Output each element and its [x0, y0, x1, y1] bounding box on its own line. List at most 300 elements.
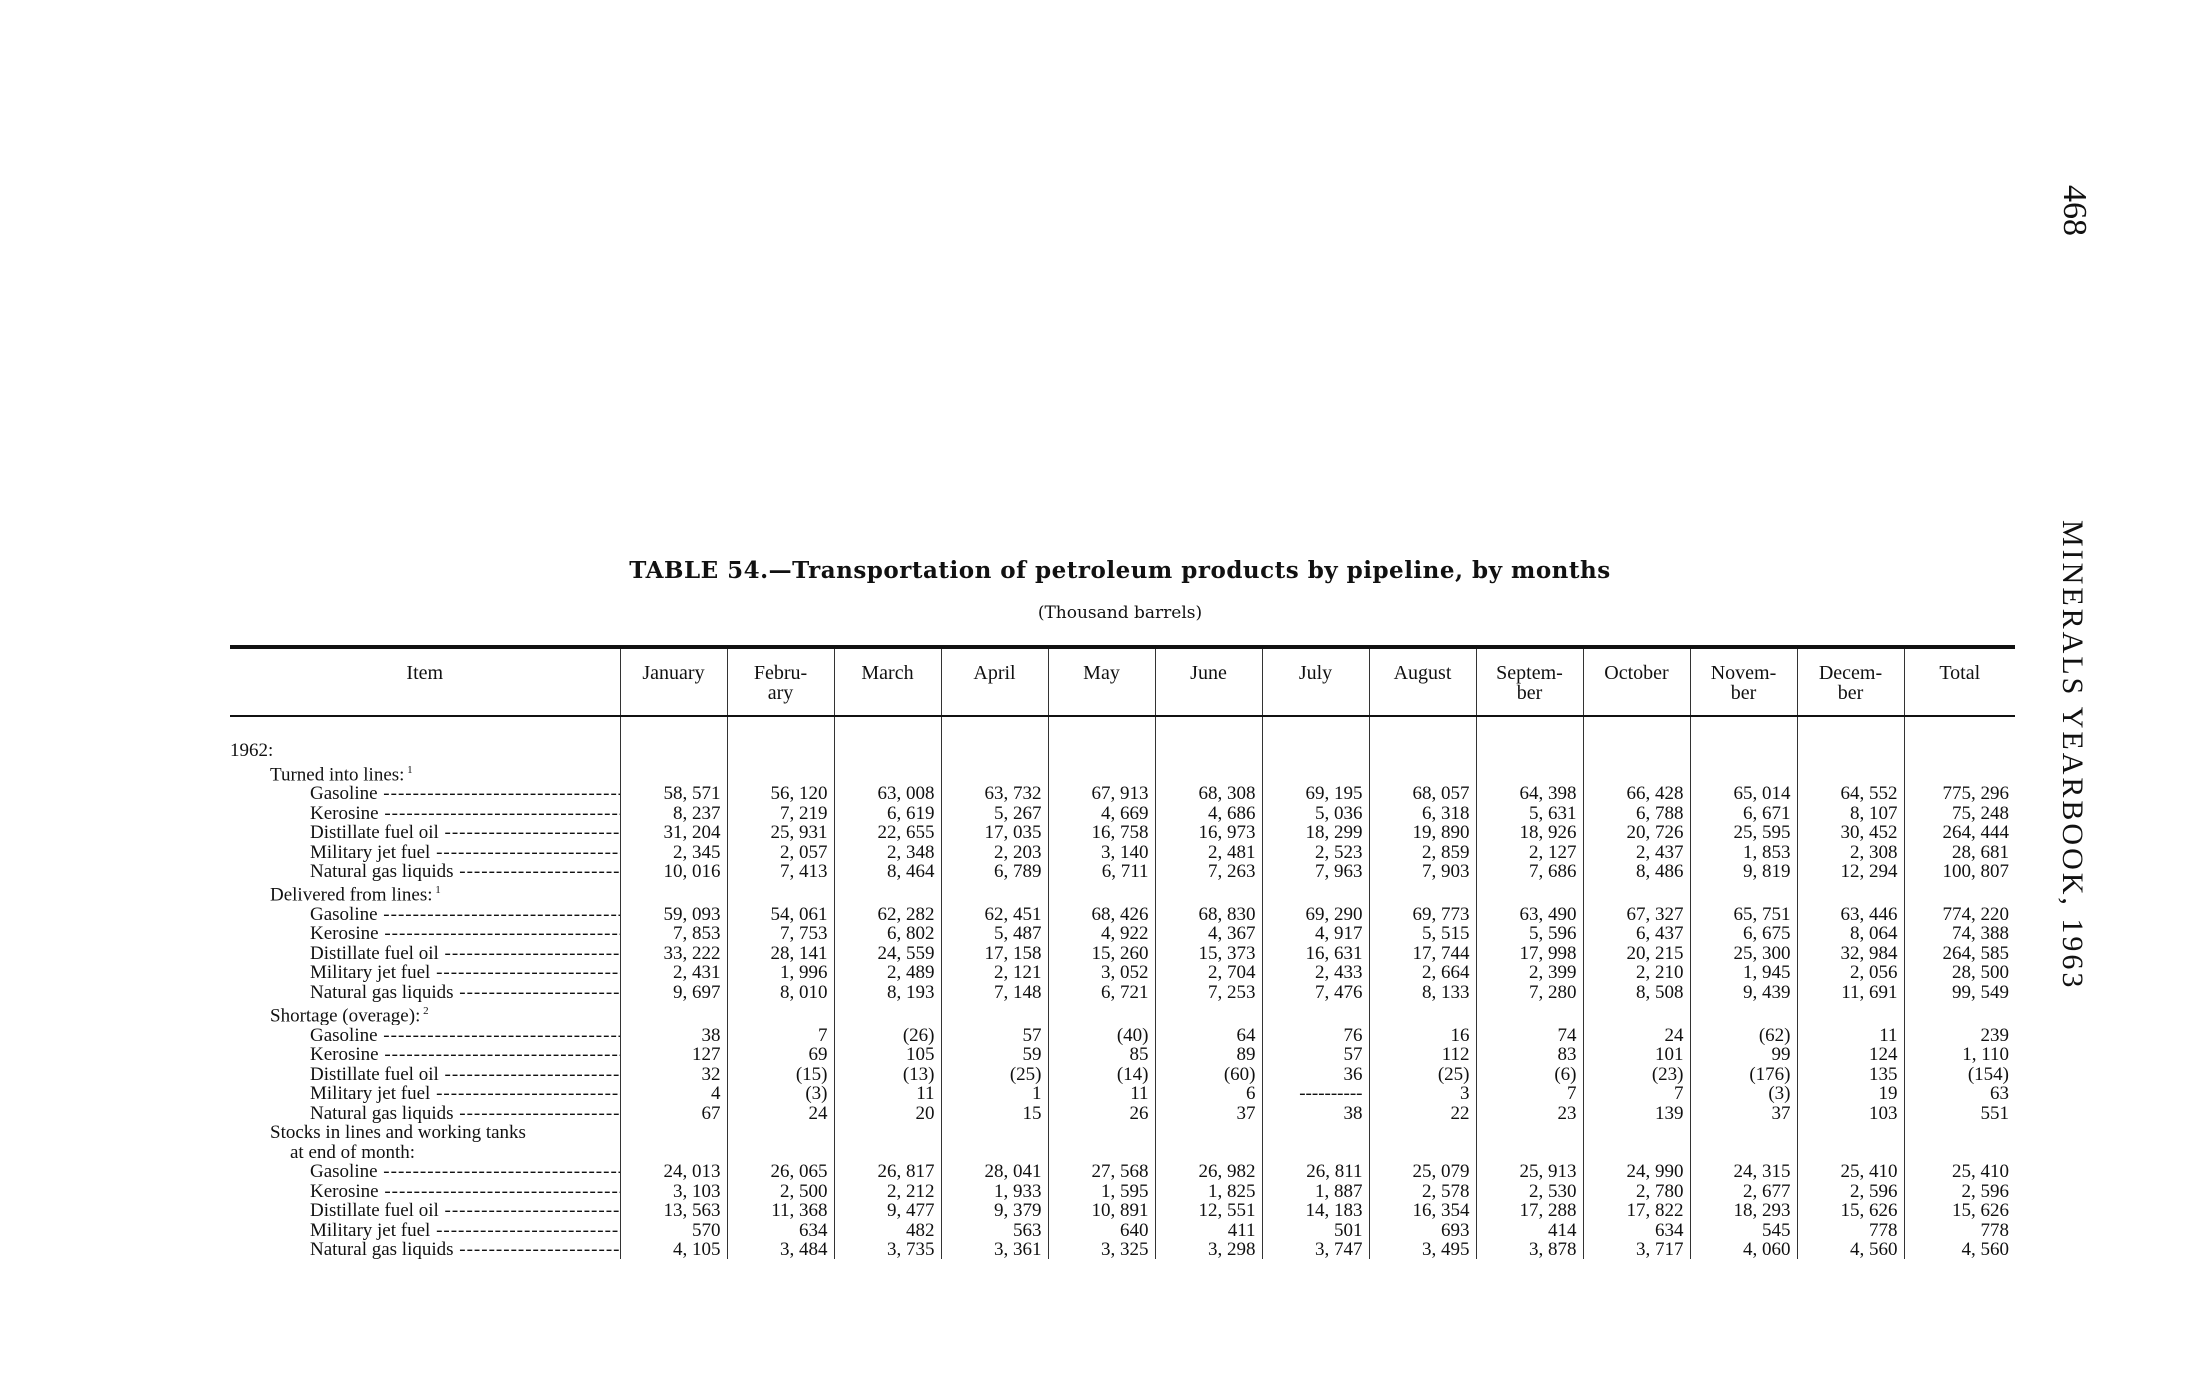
- table-cell: 3, 140: [1048, 842, 1155, 862]
- table-row: [230, 1181, 2015, 1201]
- column-header: Novem- ber: [1690, 647, 1797, 716]
- empty-cell: [727, 881, 834, 904]
- table-cell: 69, 290: [1262, 905, 1369, 925]
- table-cell: 17, 288: [1476, 1201, 1583, 1221]
- table-cell: 2, 210: [1583, 963, 1690, 983]
- table-cell: 6: [1155, 1084, 1262, 1104]
- table-header-row: [230, 647, 2015, 716]
- table-cell: 99, 549: [1904, 983, 2015, 1003]
- column-header: August: [1369, 647, 1476, 716]
- table-cell: 5, 515: [1369, 924, 1476, 944]
- row-label: at end of month:: [290, 1142, 416, 1162]
- table-cell: 101: [1583, 1045, 1690, 1065]
- table-row: [230, 1064, 2015, 1084]
- table-cell: 1, 110: [1904, 1045, 2015, 1065]
- row-label: Kerosine -----: [230, 924, 620, 944]
- table-cell: 16, 354: [1369, 1201, 1476, 1221]
- table-cell: 5, 487: [941, 924, 1048, 944]
- empty-cell: [834, 1002, 941, 1025]
- row-label: Gasoline -----: [230, 1162, 620, 1182]
- empty-cell: [1369, 1142, 1476, 1162]
- table-cell: 482: [834, 1220, 941, 1240]
- table-cell: 2, 345: [620, 842, 727, 862]
- empty-cell: [1904, 741, 2015, 761]
- table-cell: 9, 439: [1690, 983, 1797, 1003]
- table-cell: 63, 732: [941, 784, 1048, 804]
- table-cell: 26, 811: [1262, 1162, 1369, 1182]
- column-header: Septem- ber: [1476, 647, 1583, 716]
- table-cell: 20, 726: [1583, 823, 1690, 843]
- table-cell: 16, 973: [1155, 823, 1262, 843]
- table-cell: 26, 982: [1155, 1162, 1262, 1182]
- table-cell: 31, 204: [620, 823, 727, 843]
- table-cell: (62): [1690, 1025, 1797, 1045]
- table-cell: 4, 686: [1155, 803, 1262, 823]
- table-cell: 76: [1262, 1025, 1369, 1045]
- table-cell: (15): [727, 1064, 834, 1084]
- table-cell: 778: [1797, 1220, 1904, 1240]
- row-label: Military jet fuel -----: [230, 1084, 620, 1104]
- empty-cell: [1904, 1123, 2015, 1143]
- spacer-row: [230, 716, 2015, 741]
- table-cell: 2, 664: [1369, 963, 1476, 983]
- table-cell: 25, 595: [1690, 823, 1797, 843]
- table-cell: 127: [620, 1045, 727, 1065]
- empty-cell: [1690, 881, 1797, 904]
- table-cell: 100, 807: [1904, 862, 2015, 882]
- table-cell: 411: [1155, 1220, 1262, 1240]
- empty-cell: [1369, 1123, 1476, 1143]
- table-cell: (14): [1048, 1064, 1155, 1084]
- table-cell: 17, 822: [1583, 1201, 1690, 1221]
- table-cell: 65, 751: [1690, 905, 1797, 925]
- row-label: Natural gas liquids -----: [230, 983, 620, 1003]
- table-cell: 64, 398: [1476, 784, 1583, 804]
- table-row: [230, 1084, 2015, 1104]
- empty-cell: [1155, 741, 1262, 761]
- table-cell: 10, 016: [620, 862, 727, 882]
- table-cell: 67, 327: [1583, 905, 1690, 925]
- table-cell: 99: [1690, 1045, 1797, 1065]
- table-title: TABLE 54.—Transportation of petroleum products by pipeline, by months: [629, 557, 1611, 584]
- table-cell: 69, 195: [1262, 784, 1369, 804]
- empty-cell: [1583, 1142, 1690, 1162]
- empty-cell: [941, 1002, 1048, 1025]
- table-cell: 2, 437: [1583, 842, 1690, 862]
- table-cell: 7: [1476, 1084, 1583, 1104]
- table-cell: 37: [1155, 1103, 1262, 1123]
- table-cell: (6): [1476, 1064, 1583, 1084]
- table-cell: 59, 093: [620, 905, 727, 925]
- row-label: Shortage (overage): $^2$: [270, 1005, 429, 1026]
- table-row: [230, 1201, 2015, 1221]
- table-cell: 10, 891: [1048, 1201, 1155, 1221]
- table-cell: 22: [1369, 1103, 1476, 1123]
- empty-cell: [1369, 881, 1476, 904]
- table-cell: 6, 671: [1690, 803, 1797, 823]
- table-cell: 1, 595: [1048, 1181, 1155, 1201]
- column-header: March: [834, 647, 941, 716]
- row-label: Kerosine -----: [230, 1181, 620, 1201]
- row-label: Kerosine -----: [230, 1045, 620, 1065]
- table-cell: 6, 788: [1583, 803, 1690, 823]
- table-cell: 63, 446: [1797, 905, 1904, 925]
- table-cell: 4, 560: [1797, 1240, 1904, 1260]
- empty-cell: [1369, 741, 1476, 761]
- row-label: Natural gas liquids -----: [230, 1103, 620, 1123]
- table-cell: 693: [1369, 1220, 1476, 1240]
- group-heading-row: [230, 1002, 2015, 1025]
- table-cell: 7, 219: [727, 803, 834, 823]
- table-cell: 57: [941, 1025, 1048, 1045]
- empty-cell: [1048, 741, 1155, 761]
- empty-cell: [1262, 716, 1369, 741]
- empty-cell: [230, 716, 620, 741]
- table-cell: 7, 686: [1476, 862, 1583, 882]
- empty-cell: [620, 1142, 727, 1162]
- table-cell: 25, 410: [1797, 1162, 1904, 1182]
- table-cell: 11, 691: [1797, 983, 1904, 1003]
- table-cell: 2, 780: [1583, 1181, 1690, 1201]
- table-cell: 2, 704: [1155, 963, 1262, 983]
- table-cell: 6, 437: [1583, 924, 1690, 944]
- table-cell: 8, 107: [1797, 803, 1904, 823]
- table-cell: 25, 913: [1476, 1162, 1583, 1182]
- table-cell: 24, 990: [1583, 1162, 1690, 1182]
- table-cell: 24, 013: [620, 1162, 727, 1182]
- empty-cell: [1690, 1142, 1797, 1162]
- table-cell: 3, 484: [727, 1240, 834, 1260]
- column-header: July: [1262, 647, 1369, 716]
- table-cell: 63: [1904, 1084, 2015, 1104]
- table-cell: 9, 819: [1690, 862, 1797, 882]
- table-cell: 4, 105: [620, 1240, 727, 1260]
- table-cell: 14, 183: [1262, 1201, 1369, 1221]
- table-cell: 4, 060: [1690, 1240, 1797, 1260]
- table-row: [230, 924, 2015, 944]
- table-cell: 68, 308: [1155, 784, 1262, 804]
- table-cell: 17, 035: [941, 823, 1048, 843]
- table-cell: 6, 721: [1048, 983, 1155, 1003]
- empty-cell: [1797, 741, 1904, 761]
- table-cell: 640: [1048, 1220, 1155, 1240]
- empty-cell: [1904, 881, 2015, 904]
- table-cell: 7, 413: [727, 862, 834, 882]
- empty-cell: [1155, 761, 1262, 784]
- table-cell: 64: [1155, 1025, 1262, 1045]
- table-cell: 16, 758: [1048, 823, 1155, 843]
- year-row: [230, 741, 2015, 761]
- table-cell: 4, 922: [1048, 924, 1155, 944]
- table-cell: 2, 056: [1797, 963, 1904, 983]
- empty-cell: [1797, 1142, 1904, 1162]
- empty-cell: [1690, 761, 1797, 784]
- table-row: [230, 1162, 2015, 1182]
- table-cell: 3, 361: [941, 1240, 1048, 1260]
- table-cell: 19, 890: [1369, 823, 1476, 843]
- table-cell: 5, 596: [1476, 924, 1583, 944]
- table-cell: 2, 431: [620, 963, 727, 983]
- empty-cell: [834, 1142, 941, 1162]
- table-row: [230, 963, 2015, 983]
- empty-cell: [727, 1142, 834, 1162]
- table-cell: 24, 315: [1690, 1162, 1797, 1182]
- table-cell: 69, 773: [1369, 905, 1476, 925]
- table-cell: 75, 248: [1904, 803, 2015, 823]
- empty-cell: [1904, 761, 2015, 784]
- table-cell: 26: [1048, 1103, 1155, 1123]
- table-cell: 9, 697: [620, 983, 727, 1003]
- table-cell: 13, 563: [620, 1201, 727, 1221]
- table-cell: 28, 141: [727, 944, 834, 964]
- table-cell: 24: [727, 1103, 834, 1123]
- table-cell: 551: [1904, 1103, 2015, 1123]
- table-cell: 3, 052: [1048, 963, 1155, 983]
- row-label: Delivered from lines: $^1$: [270, 884, 441, 905]
- table-cell: 68, 426: [1048, 905, 1155, 925]
- empty-cell: [834, 741, 941, 761]
- empty-cell: [620, 741, 727, 761]
- empty-cell: [1797, 1123, 1904, 1143]
- empty-cell: [620, 1123, 727, 1143]
- table-cell: 62, 451: [941, 905, 1048, 925]
- table-cell: 17, 158: [941, 944, 1048, 964]
- table-cell: 7, 253: [1155, 983, 1262, 1003]
- table-cell: 103: [1797, 1103, 1904, 1123]
- empty-cell: [1476, 761, 1583, 784]
- empty-cell: [727, 1002, 834, 1025]
- table-row: [230, 842, 2015, 862]
- empty-cell: [1690, 741, 1797, 761]
- empty-cell: [727, 741, 834, 761]
- empty-cell: [1797, 1002, 1904, 1025]
- pipeline-transport-table: [230, 645, 2015, 1259]
- column-header: Decem- ber: [1797, 647, 1904, 716]
- table-cell: 68, 057: [1369, 784, 1476, 804]
- empty-cell: [620, 881, 727, 904]
- table-cell: 74: [1476, 1025, 1583, 1045]
- empty-cell: [1797, 881, 1904, 904]
- table-cell: 7, 476: [1262, 983, 1369, 1003]
- table-cell: (13): [834, 1064, 941, 1084]
- table-cell: 778: [1904, 1220, 2015, 1240]
- table-cell: 501: [1262, 1220, 1369, 1240]
- table-cell: 89: [1155, 1045, 1262, 1065]
- empty-cell: [727, 1123, 834, 1143]
- empty-cell: [834, 881, 941, 904]
- empty-cell: [1262, 741, 1369, 761]
- table-cell: ----------: [1262, 1084, 1369, 1104]
- empty-cell: [1690, 716, 1797, 741]
- table-cell: 18, 293: [1690, 1201, 1797, 1221]
- table-cell: 15, 626: [1797, 1201, 1904, 1221]
- table-cell: 4, 560: [1904, 1240, 2015, 1260]
- empty-cell: [1583, 881, 1690, 904]
- table-row: [230, 1240, 2015, 1260]
- table-cell: 4: [620, 1084, 727, 1104]
- table-cell: 32, 984: [1797, 944, 1904, 964]
- table-cell: 63, 008: [834, 784, 941, 804]
- empty-cell: [941, 1142, 1048, 1162]
- row-label: Military jet fuel -----: [230, 1220, 620, 1240]
- table-cell: 26, 065: [727, 1162, 834, 1182]
- empty-cell: [1155, 881, 1262, 904]
- empty-cell: [834, 1123, 941, 1143]
- table-cell: 264, 444: [1904, 823, 2015, 843]
- table-row: [230, 983, 2015, 1003]
- table-cell: (3): [727, 1084, 834, 1104]
- row-label: Military jet fuel -----: [230, 842, 620, 862]
- table-cell: 2, 677: [1690, 1181, 1797, 1201]
- empty-cell: [1583, 741, 1690, 761]
- table-cell: 3, 717: [1583, 1240, 1690, 1260]
- table-cell: 4, 917: [1262, 924, 1369, 944]
- table-cell: 6, 318: [1369, 803, 1476, 823]
- column-header: January: [620, 647, 727, 716]
- empty-cell: [1583, 1123, 1690, 1143]
- table-row: [230, 905, 2015, 925]
- table-cell: 2, 212: [834, 1181, 941, 1201]
- table-cell: 105: [834, 1045, 941, 1065]
- empty-cell: [834, 716, 941, 741]
- table-cell: 56, 120: [727, 784, 834, 804]
- table-cell: 4, 669: [1048, 803, 1155, 823]
- row-label: Stocks in lines and working tanks: [270, 1122, 526, 1143]
- table-cell: 112: [1369, 1045, 1476, 1065]
- table-cell: 8, 010: [727, 983, 834, 1003]
- table-cell: 30, 452: [1797, 823, 1904, 843]
- table-cell: 1: [941, 1084, 1048, 1104]
- table-cell: 8, 508: [1583, 983, 1690, 1003]
- table-cell: 239: [1904, 1025, 2015, 1045]
- table-cell: 4, 367: [1155, 924, 1262, 944]
- table-row: [230, 784, 2015, 804]
- table-cell: 15, 626: [1904, 1201, 2015, 1221]
- table-cell: 16, 631: [1262, 944, 1369, 964]
- empty-cell: [1048, 1142, 1155, 1162]
- empty-cell: [941, 761, 1048, 784]
- empty-cell: [1690, 1123, 1797, 1143]
- table-cell: 634: [1583, 1220, 1690, 1240]
- table-cell: 11: [834, 1084, 941, 1104]
- table-cell: 25, 300: [1690, 944, 1797, 964]
- table-cell: 2, 578: [1369, 1181, 1476, 1201]
- table-cell: 23: [1476, 1103, 1583, 1123]
- table-cell: 6, 711: [1048, 862, 1155, 882]
- table-cell: 3, 298: [1155, 1240, 1262, 1260]
- table-cell: 28, 681: [1904, 842, 2015, 862]
- row-label: Gasoline -----: [230, 905, 620, 925]
- table-cell: 2, 500: [727, 1181, 834, 1201]
- table-cell: 1, 853: [1690, 842, 1797, 862]
- empty-cell: [1904, 1142, 2015, 1162]
- table-cell: 67, 913: [1048, 784, 1155, 804]
- row-label: Distillate fuel oil -----: [230, 944, 620, 964]
- table-cell: 3, 495: [1369, 1240, 1476, 1260]
- empty-cell: [941, 716, 1048, 741]
- empty-cell: [1904, 716, 2015, 741]
- group-heading-row: [230, 1123, 2015, 1143]
- table-cell: 74, 388: [1904, 924, 2015, 944]
- table-cell: (176): [1690, 1064, 1797, 1084]
- empty-cell: [1583, 761, 1690, 784]
- empty-cell: [1476, 741, 1583, 761]
- table-cell: 414: [1476, 1220, 1583, 1240]
- table-cell: 32: [620, 1064, 727, 1084]
- row-label: Military jet fuel -----: [230, 963, 620, 983]
- table-cell: 7: [1583, 1084, 1690, 1104]
- table-cell: 3, 878: [1476, 1240, 1583, 1260]
- table-cell: 11, 368: [727, 1201, 834, 1221]
- empty-cell: [1048, 716, 1155, 741]
- table-cell: 3, 735: [834, 1240, 941, 1260]
- table-cell: 85: [1048, 1045, 1155, 1065]
- table-cell: 11: [1797, 1025, 1904, 1045]
- table-cell: (154): [1904, 1064, 2015, 1084]
- table-cell: 9, 477: [834, 1201, 941, 1221]
- table-cell: 8, 464: [834, 862, 941, 882]
- table-cell: 2, 203: [941, 842, 1048, 862]
- empty-cell: [1048, 881, 1155, 904]
- table-cell: 2, 308: [1797, 842, 1904, 862]
- table-body: [230, 716, 2015, 1259]
- empty-cell: [1048, 761, 1155, 784]
- table-cell: 17, 998: [1476, 944, 1583, 964]
- table-cell: 20, 215: [1583, 944, 1690, 964]
- table-cell: 8, 133: [1369, 983, 1476, 1003]
- table-cell: 3, 103: [620, 1181, 727, 1201]
- page-number: 468: [2056, 185, 2093, 236]
- table-cell: 3, 747: [1262, 1240, 1369, 1260]
- table-cell: 33, 222: [620, 944, 727, 964]
- table-cell: 5, 036: [1262, 803, 1369, 823]
- table-cell: 28, 500: [1904, 963, 2015, 983]
- row-label: Distillate fuel oil -----: [230, 1064, 620, 1084]
- row-label: Gasoline -----: [230, 784, 620, 804]
- table-cell: 7, 263: [1155, 862, 1262, 882]
- row-label: 1962:: [230, 741, 274, 761]
- empty-cell: [834, 761, 941, 784]
- table-cell: 6, 675: [1690, 924, 1797, 944]
- table-cell: 7, 963: [1262, 862, 1369, 882]
- column-header: Febru- ary: [727, 647, 834, 716]
- table-cell: 139: [1583, 1103, 1690, 1123]
- group-heading-row: [230, 881, 2015, 904]
- table-cell: 563: [941, 1220, 1048, 1240]
- table-cell: 7, 903: [1369, 862, 1476, 882]
- table-cell: 19: [1797, 1084, 1904, 1104]
- empty-cell: [620, 761, 727, 784]
- empty-cell: [620, 716, 727, 741]
- table-cell: 1, 887: [1262, 1181, 1369, 1201]
- table-cell: 25, 931: [727, 823, 834, 843]
- running-head: MINERALS YEARBOOK, 1963: [2056, 520, 2089, 991]
- group-heading-continuation-row: [230, 1142, 2015, 1162]
- table-cell: 6, 619: [834, 803, 941, 823]
- empty-cell: [1476, 881, 1583, 904]
- empty-cell: [1262, 1142, 1369, 1162]
- table-row: [230, 1045, 2015, 1065]
- table-row: [230, 1220, 2015, 1240]
- table-cell: 25, 079: [1369, 1162, 1476, 1182]
- table-cell: 26, 817: [834, 1162, 941, 1182]
- empty-cell: [1048, 1002, 1155, 1025]
- table-cell: 545: [1690, 1220, 1797, 1240]
- table-cell: 20: [834, 1103, 941, 1123]
- empty-cell: [1797, 761, 1904, 784]
- empty-cell: [1369, 716, 1476, 741]
- table-cell: 63, 490: [1476, 905, 1583, 925]
